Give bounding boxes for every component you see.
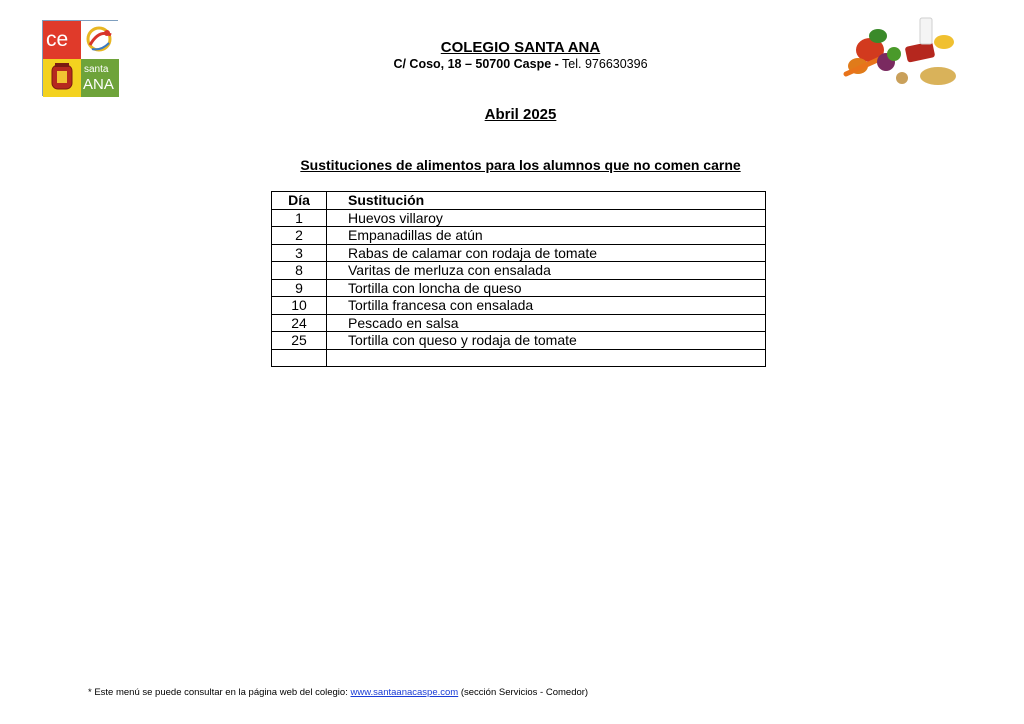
table-header-row (272, 192, 766, 210)
footer-note (88, 687, 588, 698)
substitution-cell (327, 349, 766, 367)
month-title: Abril 2025 (484, 106, 557, 123)
substitutions-subtitle: Sustituciones de alimentos para los alumnos que no comen carne (300, 157, 741, 173)
substitution-cell: Varitas de merluza con ensalada (327, 262, 766, 280)
day-cell: 8 (272, 262, 327, 280)
footer-prefix: * Este menú se puede consultar en la página web del colegio: (88, 687, 351, 698)
school-name: COLEGIO SANTA ANA (440, 39, 601, 56)
table-row (272, 332, 766, 350)
day-cell: 1 (272, 209, 327, 227)
column-header-day: Día (272, 192, 327, 210)
substitution-cell: Tortilla francesa con ensalada (327, 297, 766, 315)
school-website-link[interactable]: www.santaanacaspe.com (350, 687, 459, 698)
address-phone: Tel. 976630396 (558, 57, 648, 71)
address-street: C/ Coso, 18 – 50700 Caspe - (393, 57, 559, 71)
logo-santa-text: santa (84, 64, 109, 75)
food-illustration (842, 14, 966, 92)
substitution-cell: Rabas de calamar con rodaja de tomate (327, 244, 766, 262)
logo-ana-text: ANA (83, 76, 114, 93)
day-cell (272, 349, 327, 367)
table-row (272, 279, 766, 297)
substitution-cell: Tortilla con loncha de queso (327, 279, 766, 297)
day-cell: 9 (272, 279, 327, 297)
day-cell: 24 (272, 314, 327, 332)
footer-suffix: (sección Servicios - Comedor) (458, 687, 589, 698)
day-cell: 25 (272, 332, 327, 350)
table-row (272, 262, 766, 280)
table-row (272, 244, 766, 262)
substitution-cell: Tortilla con queso y rodaja de tomate (327, 332, 766, 350)
substitution-cell: Pescado en salsa (327, 314, 766, 332)
table-row (272, 227, 766, 245)
day-cell: 3 (272, 244, 327, 262)
logo-ce: ce (43, 21, 81, 59)
substitution-cell: Empanadillas de atún (327, 227, 766, 245)
substitutions-table (271, 191, 766, 367)
day-cell: 2 (272, 227, 327, 245)
table-row (272, 209, 766, 227)
day-cell: 10 (272, 297, 327, 315)
table-row-empty (272, 349, 766, 367)
table-row (272, 297, 766, 315)
substitution-cell: Huevos villaroy (327, 209, 766, 227)
column-header-substitution: Sustitución (327, 192, 766, 210)
table-row (272, 314, 766, 332)
